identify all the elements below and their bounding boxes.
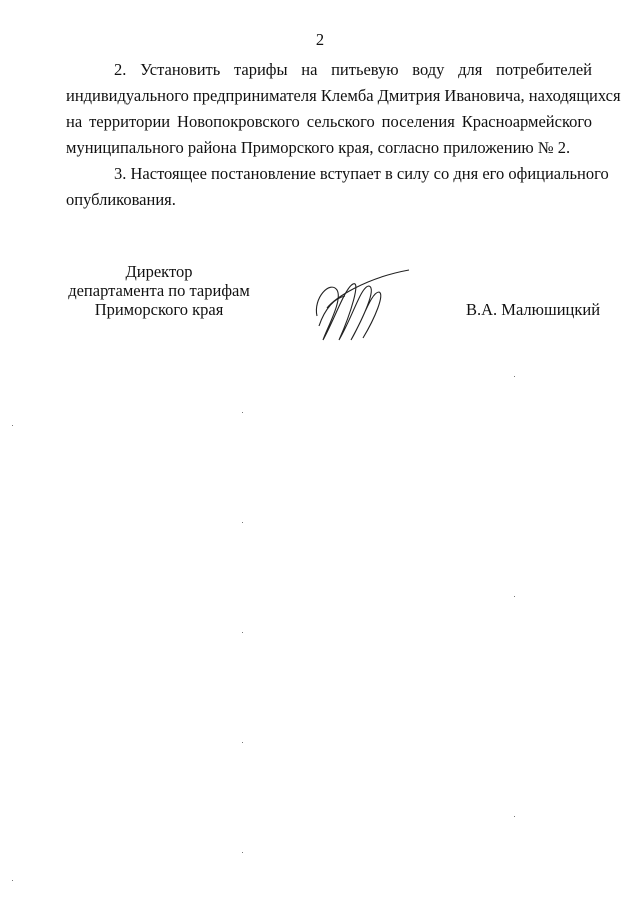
scan-speck	[242, 632, 243, 633]
scan-speck	[514, 596, 515, 597]
handwritten-signature	[305, 268, 415, 348]
paragraph-2-line: 2. Установить тарифы на питьевую воду для потребителей	[114, 60, 592, 79]
signatory-title-line: департамента по тарифам	[68, 281, 250, 300]
paragraph-2-line: муниципального района Приморского края, согласно приложению № 2.	[66, 138, 571, 157]
signatory-title-line: Приморского края	[94, 300, 224, 319]
signatory-title	[54, 262, 264, 319]
scan-speck	[12, 425, 13, 426]
signatory-name: В.А. Малюшицкий	[466, 300, 601, 319]
scan-speck	[242, 852, 243, 853]
scan-speck	[242, 522, 243, 523]
scan-speck	[514, 816, 515, 817]
signatory-title-line: Директор	[125, 262, 193, 281]
scan-speck	[514, 376, 515, 377]
scan-speck	[242, 412, 243, 413]
paragraph-3-line: 3. Настоящее постановление вступает в силу со дня его официального	[114, 164, 609, 183]
page-number: 2	[315, 30, 325, 49]
scan-speck	[12, 880, 13, 881]
scan-speck	[242, 742, 243, 743]
paragraph-3-line: опубликования.	[66, 190, 176, 209]
paragraph-2-line: индивидуального предпринимателя Клемба Дмитрия Ивановича, находящихся	[66, 86, 621, 105]
paragraph-2-line: на территории Новопокровского сельского поселения Красноармейского	[66, 112, 592, 131]
